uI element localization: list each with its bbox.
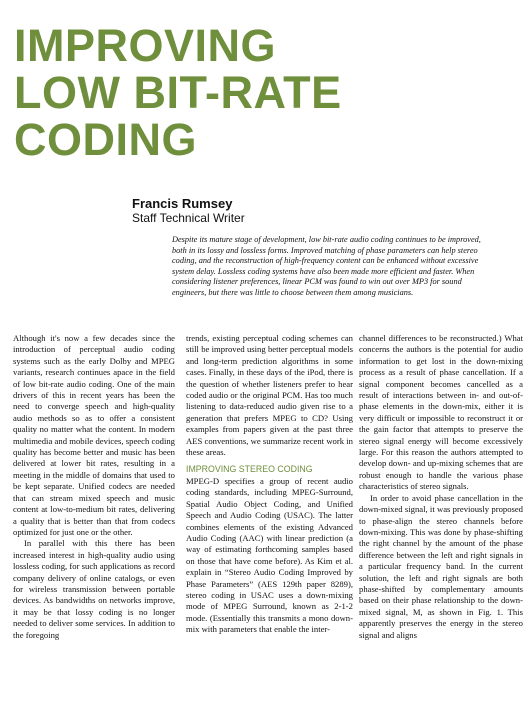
body-column-3 [359,333,523,721]
body-column-2 [186,333,353,721]
author-name: Francis Rumsey [132,196,233,211]
section-heading: IMPROVING STEREO CODING [186,464,313,475]
body-paragraph: MPEG-D specifies a group of recent audio coding standards, including MPEG-Surround, Spatial Audio Object Coding, and Unified Speech and Audio Coding (USAC). The latter combines elements of the existing Advanced Audio Coding (AAC) with linear prediction (a way of estimating forthcoming samples based on those that have come before). As Kim et al. explain in “Stereo Audio Coding Improved by Phase Parameters” (AES 129th paper 8289), stereo coding in USAC uses a down-mixing mode of MPEG Surround, known as 2-1-2 mode. (Essentially this transmits a mono down-mix with parameters that enable the inter- [186,475,353,635]
title-line-2: LOW BIT-RATE [14,67,342,118]
article-title [14,22,524,163]
title-line-3: CODING [14,114,197,165]
title-line-1: IMPROVING [14,20,277,71]
body-column-1 [13,333,175,721]
body-paragraph: Although it's now a few decades since the introduction of perceptual audio coding systems such as the early Dolby and MPEG variants, research continues apace in the field of low bit-rate audio coding. One of the main drivers of this in recent years has been the need to converge speech and high-quality audio methods so as to offer a consistent quality no matter what the content. In modern multimedia and mobile devices, speech coding quality has become better and music has been delivered at lower bit rates, resulting in a meeting in the middle of domains that used to be kept separate. Unified codecs are needed that can stream mixed speech and music content at low-to-medium bit rates, delivering a quality that is better than that from codecs optimized for just one or the other. [13,333,175,537]
body-paragraph: In order to avoid phase cancellation in the down-mixed signal, it was previously proposed to phase-align the stereo channels before down-mixing. This was done by phase-shifting the right channel by the amount of the phase difference between the left and right signals in a particular frequency band. In the current solution, the left and right signals are both phase-shifted by complementary amounts based on their phase relationship to the down-mixed signal, M, as shown in Fig. 1. This apparently preserves the energy in the stereo signal and aligns [359,492,523,640]
author-role: Staff Technical Writer [132,211,245,225]
body-paragraph: In parallel with this there has been increased interest in high-quality audio using lossless coding, for such applications as record company delivery of online catalogs, or even for wireless transmission between portable devices. As bandwidths on networks improve, it may be that lossy coding is no longer needed to deliver some services. In addition to the foregoing [13,538,175,640]
body-paragraph: channel differences to be reconstructed.) What concerns the authors is the potential for audio information to get lost in the down-mixing process as a result of phase cancellation. If a signal component becomes cancelled as a result of interactions between in- and out-of-phase elements in the down-mix, either it is very difficult or impossible to reconstruct it or the gain factor that attempts to preserve the stereo signal energy will become excessively large. For this reason the authors attempted to develop down- and up-mixing schemes that are robust enough to handle the various phase characteristics of stereo signals. [359,333,523,492]
abstract: Despite its mature stage of development, low bit-rate audio coding continues to be improved, both in its lossy and lossless forms. Improved matching of phase parameters can help stereo coding, and the reconstruction of high-frequency content can be enhanced without excessive system delay. Lossless coding systems have also been made more efficient and faster. When considering listener preferences, linear PCM was found to win out over MP3 for sound engineers, but there was little to choose between them among musicians. [172,235,481,297]
body-paragraph: trends, existing perceptual coding schemes can still be improved using better perceptual models and long-term prediction algorithms in some cases. Finally, in these days of the iPod, there is the question of whether listeners prefer to hear coded audio or the original PCM. Has too much listening to data-reduced audio given rise to a generation that prefers MPEG to CD? Using examples from papers given at the past three AES conventions, we summarize recent work in these areas. [186,333,353,458]
